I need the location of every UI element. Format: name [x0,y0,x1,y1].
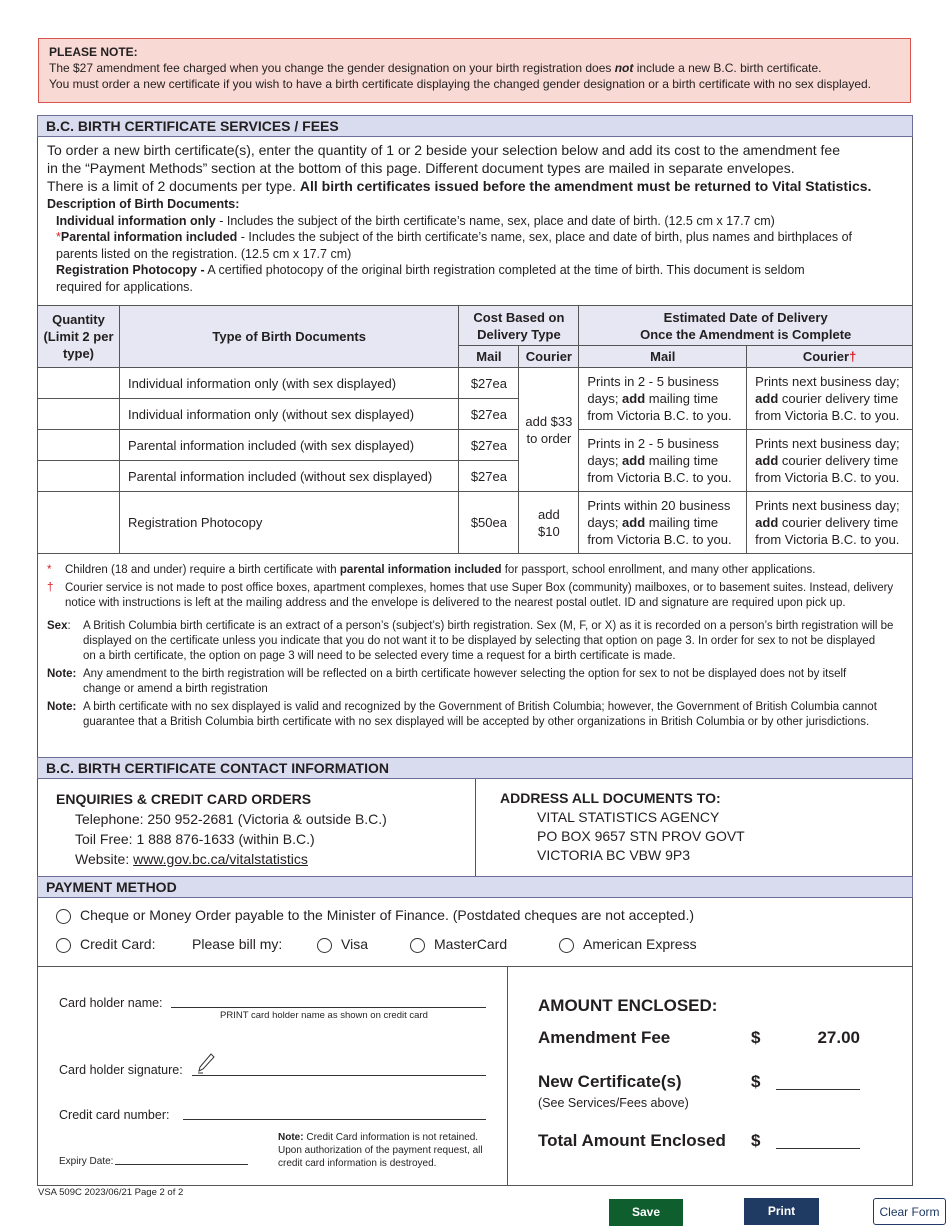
courier-cost-a: add $33 to order [519,368,579,492]
expiry-input[interactable] [115,1164,248,1165]
payment-divider-h [37,966,913,967]
footnotes: * Children (18 and under) require a birth certificate with parental information included for passport, school enrollment, and many other applications. † Courier service is not made to post office boxes, apartment complexes, homes that use Super Box (community) mailboxes, or to basement suites. Instead, delivery notice with instructions is left at the mailing address and the envelope is delivered to the nearest postal outlet. ID and signature are required upon pick up. Sex: A British Columbia birth certificate is an extract of a person’s (subject’s) birth registration. Sex (M, F, or X) as it is recorded on a person’s birth registration will be displayed on the certificate unless you indicate that you do not want it to be displayed by selecting that option on page 3. In order for sex to not be displayed on a birth certificate, the option on page 3 will need to be selected every time a request for a birth certificate is made. Note: Any amendment to the birth registration will be reflected on a birth certificate however selecting the option for sex to not be displayed does not by itself change or amend a birth registration Note: A birth certificate with no sex displayed is valid and recognized by the Government of British Columbia; however, the Government of British Columbia cannot guarantee that a British Columbia birth certificate with no sex displayed will be accepted by other organizations in British Columbia or by other jurisdictions. [47,564,894,728]
quantity-input-2[interactable] [38,399,120,430]
contact-divider [475,779,476,877]
services-header: B.C. BIRTH CERTIFICATE SERVICES / FEES [37,115,913,137]
delivery-mail-a: Prints in 2 - 5 business days; add mailing time from Victoria B.C. to you. [579,368,747,430]
amex-option[interactable]: American Express [559,936,697,953]
col-cost: Cost Based on Delivery Type [459,306,579,346]
visa-option[interactable]: Visa [317,936,368,953]
clear-form-button[interactable]: Clear Form [873,1198,946,1225]
services-intro: To order a new birth certificate(s), enter the quantity of 1 or 2 beside your selection below and add its cost to the amendment fee in the “Payment Methods” section at the bottom of this page. Different document types are mailed in separate envelopes. There is a limit of 2 documents per type. All birth certificates issued before the amendment must be returned to Vital Statistics. [47,142,872,194]
table-row: Registration Photocopy $50ea add $10 Prints within 20 business days; add mailing time from Victoria B.C. to you. Prints next business day; add courier delivery time from Victoria B.C. to you. [38,492,913,554]
amendment-fee-label: Amendment Fee [538,1028,671,1047]
credit-option[interactable]: Credit Card: [56,936,155,953]
save-button[interactable]: Save [609,1199,683,1226]
holder-name-hint: PRINT card holder name as shown on credit card [220,1010,428,1021]
sub-courier: Courier [519,346,579,368]
card-number-label: Credit card number: [59,1108,170,1122]
new-cert-label: New Certificate(s) [538,1072,682,1091]
total-dollar: $ [751,1131,761,1150]
new-cert-dollar: $ [751,1072,761,1091]
col-quantity: Quantity (Limit 2 per type) [38,306,120,368]
enquiries-block: ENQUIRIES & CREDIT CARD ORDERS Telephone: 250 952-2681 (Victoria & outside B.C.) Toil Free: 1 888 876-1633 (within B.C.) Website: www.gov.bc.ca/vitalstatistics [56,791,387,867]
amendment-dollar: $ [751,1028,761,1047]
mastercard-radio[interactable] [410,938,425,953]
card-info-note: Note: Credit Card information is not retained. Upon authorization of the payment request, all credit card information is destroyed. [278,1132,483,1169]
delivery-courier-a: Prints next business day; add courier delivery time from Victoria B.C. to you. [747,368,913,430]
form-id: VSA 509C 2023/06/21 Page 2 of 2 [38,1187,184,1198]
holder-name-input[interactable] [171,1007,486,1008]
table-row: Individual information only (with sex displayed) $27ea add $33 to order Prints in 2 - 5 business days; add mailing time from Victoria B.C. to you. Prints next business day; add courier delivery time from Victoria B.C. to you. [38,368,913,399]
quantity-input-1[interactable] [38,368,120,399]
sub-mail-delivery: Mail [579,346,747,368]
payment-divider-v [507,966,508,1186]
sub-mail: Mail [459,346,519,368]
delivery-courier-b: Prints next business day; add courier delivery time from Victoria B.C. to you. [747,430,913,492]
notice-line-1: The $27 amendment fee charged when you change the gender designation on your birth registration does not include a new B.C. birth certificate. [49,61,822,75]
pen-icon [196,1052,216,1074]
card-number-input[interactable] [183,1119,486,1120]
visa-radio[interactable] [317,938,332,953]
total-amount-input[interactable] [776,1148,860,1149]
delivery-mail-b: Prints in 2 - 5 business days; add mailing time from Victoria B.C. to you. [579,430,747,492]
total-label: Total Amount Enclosed [538,1131,726,1150]
print-button[interactable]: Print [744,1198,819,1225]
delivery-courier-c: Prints next business day; add courier delivery time from Victoria B.C. to you. [747,492,913,554]
fees-table [37,305,913,554]
holder-signature-input[interactable] [192,1075,486,1076]
notice-box [38,38,911,103]
bill-me-label: Please bill my: [192,936,283,952]
table-row: Parental information included (without sex displayed) $27ea [38,461,913,492]
delivery-mail-c: Prints within 20 business days; add mailing time from Victoria B.C. to you. [579,492,747,554]
new-cert-hint: (See Services/Fees above) [538,1096,689,1110]
cheque-option[interactable]: Cheque or Money Order payable to the Minister of Finance. (Postdated cheques are not accepted.) [56,907,694,924]
mastercard-option[interactable]: MasterCard [410,936,507,953]
document-descriptions: Description of Birth Documents: Individual information only - Includes the subject of the birth certificate’s name, sex, place and date of birth. (12.5 cm x 17.7 cm) *Parental information included - Includes the subject of the birth certificate’s name, sex, place and date of birth, plus names and birthplaces of parents listed on the registration. (12.5 cm x 17.7 cm) Registration Photocopy - A certified photocopy of the original birth registration completed at the time of birth. This document is seldom required for applications. [47,197,852,294]
notice-heading: PLEASE NOTE: [49,45,138,59]
amendment-fee-value: 27.00 [817,1028,860,1047]
contact-header: B.C. BIRTH CERTIFICATE CONTACT INFORMATION [37,757,913,779]
quantity-input-3[interactable] [38,430,120,461]
table-row: Individual information only (without sex displayed) $27ea [38,399,913,430]
quantity-input-5[interactable] [38,492,120,554]
expiry-label: Expiry Date: [59,1156,114,1167]
holder-name-label: Card holder name: [59,996,163,1010]
courier-cost-b: add $10 [519,492,579,554]
amount-heading: AMOUNT ENCLOSED: [538,996,718,1015]
col-type: Type of Birth Documents [119,306,458,368]
cheque-radio[interactable] [56,909,71,924]
amex-radio[interactable] [559,938,574,953]
col-delivery: Estimated Date of Delivery Once the Amendment is Complete [579,306,913,346]
sub-courier-delivery: Courier† [747,346,913,368]
notice-line-2: You must order a new certificate if you wish to have a birth certificate displaying the changed gender designation or a birth certificate with no sex displayed. [49,77,872,91]
table-row: Parental information included (with sex displayed) $27ea Prints in 2 - 5 business days; add mailing time from Victoria B.C. to you. Prints next business day; add courier delivery time from Victoria B.C. to you. [38,430,913,461]
website-link[interactable]: www.gov.bc.ca/vitalstatistics [133,851,308,867]
address-block: ADDRESS ALL DOCUMENTS TO: VITAL STATISTICS AGENCY PO BOX 9657 STN PROV GOVT VICTORIA BC VBW 9P3 [500,790,745,863]
credit-radio[interactable] [56,938,71,953]
payment-header: PAYMENT METHOD [37,876,913,898]
quantity-input-4[interactable] [38,461,120,492]
holder-signature-label: Card holder signature: [59,1063,183,1077]
new-cert-amount-input[interactable] [776,1089,860,1090]
